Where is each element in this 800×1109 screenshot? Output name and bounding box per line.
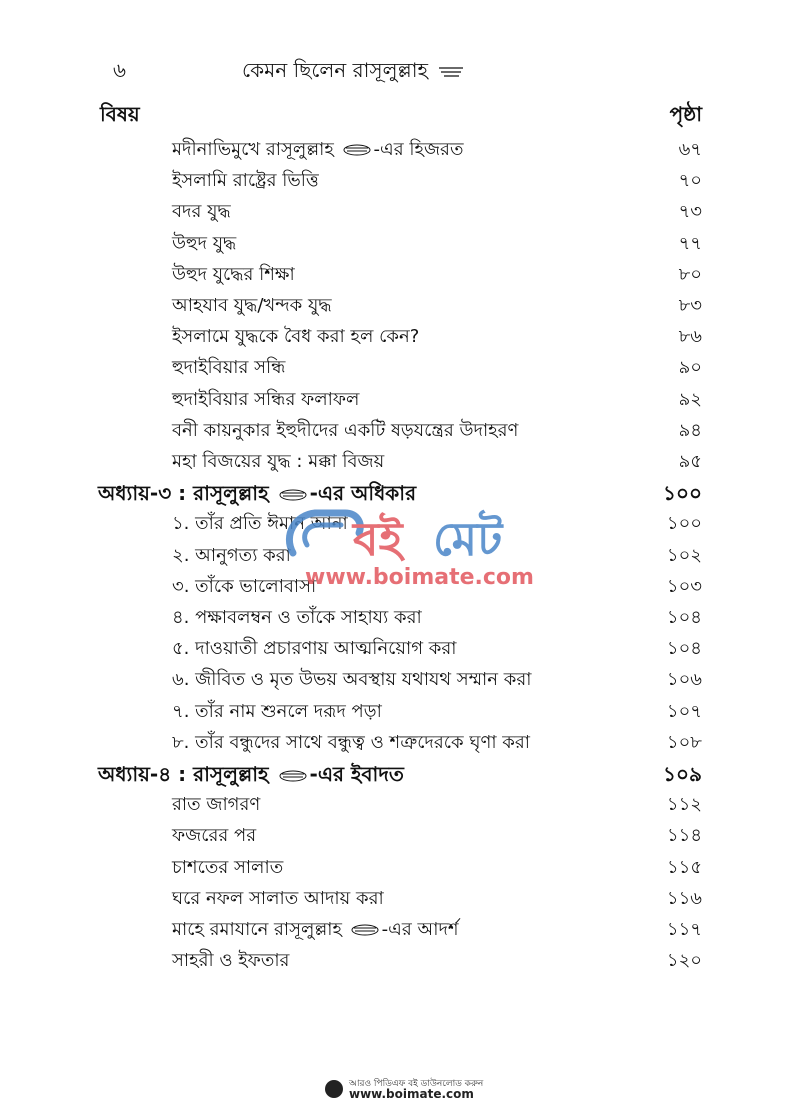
toc-page-number: ১০৭ bbox=[666, 700, 702, 722]
toc-page-number: ১১৭ bbox=[666, 919, 702, 940]
toc-entry-title-text: ৩. তাঁকে ভালোবাসা bbox=[172, 575, 317, 597]
toc-entry-title bbox=[172, 197, 231, 227]
toc-page-number: ১০৪ bbox=[666, 607, 702, 628]
toc-entry-title-text: ঘরে নফল সালাত আদায় করা bbox=[172, 887, 384, 909]
download-hand-icon bbox=[325, 1080, 343, 1098]
toc-entry-row bbox=[0, 135, 800, 165]
toc-page-number: ৮৬ bbox=[678, 326, 702, 348]
salawat-calligraphy-icon bbox=[350, 922, 380, 938]
toc-entry-title bbox=[172, 665, 531, 695]
toc-entry-title-text: ৫. দাওয়াতী প্রচারণায় আত্মনিয়োগ করা bbox=[172, 638, 457, 660]
toc-entry-title-text: ৭. তাঁর নাম শুনলে দরূদ পড়া bbox=[172, 700, 382, 722]
toc-page-number: ১০৬ bbox=[666, 669, 702, 691]
footer-download-text: আরও পিডিএফ বই ডাউনলোড করুন bbox=[349, 1079, 484, 1089]
toc-page-number: ১২০ bbox=[666, 950, 702, 972]
toc-entry-title bbox=[98, 478, 416, 508]
toc-page-number: ১০৯ bbox=[663, 762, 702, 786]
toc-page-number: ১০৩ bbox=[666, 575, 702, 597]
toc-entry-title-suffix: -এর আদর্শ bbox=[381, 919, 459, 940]
toc-entry-title bbox=[172, 790, 260, 820]
page-header bbox=[0, 56, 800, 90]
toc-entry-title-text: মদীনাভিমুখে রাসূলুল্লাহ bbox=[172, 139, 340, 160]
toc-chapter-row bbox=[0, 478, 800, 508]
toc-entry-title bbox=[172, 385, 359, 415]
toc-page-number: ৯৫ bbox=[678, 451, 702, 472]
toc-page-number: ১০২ bbox=[666, 544, 702, 566]
toc-entry-title-text: ১. তাঁর প্রতি ঈমান আনা bbox=[172, 513, 348, 535]
toc-entry-title-text: চাশতের সালাত bbox=[172, 856, 284, 878]
toc-entry-title bbox=[172, 541, 291, 571]
toc-entry-title bbox=[172, 634, 456, 664]
salawat-calligraphy-icon bbox=[436, 64, 466, 80]
toc-entry-row bbox=[0, 946, 800, 976]
toc-entry-row bbox=[0, 291, 800, 321]
toc-entry-row bbox=[0, 229, 800, 259]
toc-page-number: ১০৪ bbox=[666, 638, 702, 660]
toc-entry-title-text: রাত জাগরণ bbox=[172, 794, 261, 816]
toc-entry-title-text: হুদাইবিয়ার সন্ধি bbox=[172, 357, 286, 379]
toc-entry-title bbox=[172, 353, 285, 383]
toc-entry-title-text: ফজরের পর bbox=[172, 825, 257, 847]
column-heading-page: পৃষ্ঠা bbox=[669, 102, 702, 126]
toc-entry-title bbox=[172, 229, 236, 259]
toc-entry-row bbox=[0, 447, 800, 477]
toc-entry-row bbox=[0, 385, 800, 415]
toc-entry-title-text: হুদাইবিয়ার সন্ধির ফলাফল bbox=[172, 388, 360, 410]
toc-entry-title-text: মহা বিজয়ের যুদ্ধ : মক্কা বিজয় bbox=[172, 451, 385, 472]
toc-entry-title bbox=[172, 884, 384, 914]
toc-entry-title bbox=[98, 759, 404, 789]
toc-entry-title-text: বদর যুদ্ধ bbox=[172, 201, 231, 223]
toc-entry-title-text: আহযাব যুদ্ধ/খন্দক যুদ্ধ bbox=[172, 295, 332, 316]
toc-entry-row bbox=[0, 260, 800, 290]
toc-entry-title-suffix: -এর হিজরত bbox=[373, 139, 464, 160]
salawat-calligraphy-icon bbox=[278, 487, 308, 503]
toc-entry-title-text: অধ্যায়-৪ : রাসূলুল্লাহ bbox=[98, 762, 276, 786]
toc-entry-row bbox=[0, 697, 800, 727]
toc-entry-title-text: ৪. পক্ষাবলম্বন ও তাঁকে সাহায্য করা bbox=[172, 607, 422, 628]
toc-entry-row bbox=[0, 416, 800, 446]
toc-page-number: ৮৩ bbox=[678, 295, 702, 316]
toc-entry-title-text: ৮. তাঁর বন্ধুদের সাথে বন্ধুত্ব ও শত্রুদেরকে ঘৃণা করা bbox=[172, 731, 530, 753]
toc-entry-title-text: সাহরী ও ইফতার bbox=[172, 950, 290, 972]
toc-page-number: ৭০ bbox=[678, 170, 702, 192]
toc-entry-row bbox=[0, 821, 800, 851]
toc-entry-title-text: উহুদ যুদ্ধের শিক্ষা bbox=[172, 263, 295, 285]
toc-entry-title bbox=[172, 946, 289, 976]
toc-entry-title-text: অধ্যায়-৩ : রাসূলুল্লাহ bbox=[98, 481, 276, 506]
toc-page-number: ৯০ bbox=[678, 357, 702, 379]
toc-entry-title bbox=[172, 728, 530, 758]
toc-entry-row bbox=[0, 322, 800, 352]
toc-entry-row bbox=[0, 915, 800, 945]
toc-entry-title bbox=[172, 291, 332, 321]
toc-entry-title bbox=[172, 821, 256, 851]
toc-entry-title bbox=[172, 447, 384, 477]
toc-entry-row bbox=[0, 166, 800, 196]
footer-url-link[interactable]: www.boimate.com bbox=[349, 1087, 474, 1101]
toc-entry-title bbox=[172, 135, 463, 165]
toc-page-number: ১১২ bbox=[666, 794, 702, 816]
toc-page-number: ১১৪ bbox=[666, 825, 702, 847]
toc-entry-title-text: বনী কায়নুকার ইহুদীদের একটি ষড়যন্ত্রের উদাহরণ bbox=[172, 419, 519, 441]
toc-page-number: ৯৪ bbox=[678, 419, 702, 441]
svg-text:বই: বই bbox=[353, 512, 403, 566]
toc-entry-title bbox=[172, 166, 319, 196]
toc-entry-title-suffix: -এর ইবাদত bbox=[309, 762, 404, 786]
toc-entry-title bbox=[172, 915, 459, 945]
toc-entry-title-text: ২. আনুগত্য করা bbox=[172, 544, 291, 566]
toc-entry-title-suffix: -এর অধিকার bbox=[309, 481, 417, 506]
toc-page-number: ৭৩ bbox=[678, 201, 702, 223]
toc-entry-title bbox=[172, 697, 382, 727]
svg-text:মেট: মেট bbox=[433, 512, 503, 566]
toc-chapter-row bbox=[0, 759, 800, 789]
toc-page-number: ১১৬ bbox=[666, 887, 702, 909]
salawat-calligraphy-icon bbox=[278, 768, 308, 784]
toc-entry-title-text: ইসলামি রাষ্ট্রের ভিত্তি bbox=[172, 170, 319, 192]
toc-entry-title-text: মাহে রমাযানে রাসূলুল্লাহ bbox=[172, 919, 348, 940]
toc-page-number: ১০৮ bbox=[666, 731, 702, 753]
column-heading-subject: বিষয় bbox=[100, 102, 140, 126]
salawat-calligraphy-icon bbox=[342, 142, 372, 158]
toc-entry-title-text: ৬. জীবিত ও মৃত উভয় অবস্থায় যথাযথ সম্মান করা bbox=[172, 669, 532, 691]
toc-entry-row bbox=[0, 790, 800, 820]
toc-entry-title bbox=[172, 322, 419, 352]
toc-entry-row bbox=[0, 853, 800, 883]
toc-entry-row bbox=[0, 509, 800, 539]
toc-entry-row bbox=[0, 634, 800, 664]
toc-entry-row bbox=[0, 572, 800, 602]
toc-page-number: ৬৭ bbox=[678, 139, 702, 160]
toc-entry-row bbox=[0, 197, 800, 227]
toc-entry-title bbox=[172, 572, 316, 602]
toc-page-number: ৮০ bbox=[678, 263, 702, 285]
toc-page-number: ৭৭ bbox=[678, 232, 702, 254]
toc-page-number: ৯২ bbox=[678, 388, 702, 410]
page-number: ৬ bbox=[113, 58, 127, 82]
running-title bbox=[242, 56, 468, 89]
toc-entry-title bbox=[172, 853, 283, 883]
toc-entry-row bbox=[0, 541, 800, 571]
watermark-url: www.boimate.com bbox=[305, 565, 534, 590]
toc-page-number: ১০০ bbox=[663, 481, 702, 506]
toc-page-number: ১১৫ bbox=[666, 856, 702, 878]
toc-entry-title bbox=[172, 509, 348, 539]
toc-entry-title-text: ইসলামে যুদ্ধকে বৈধ করা হল কেন? bbox=[172, 326, 420, 348]
toc-entry-row bbox=[0, 728, 800, 758]
toc-entry-row bbox=[0, 353, 800, 383]
footer-download-banner[interactable] bbox=[325, 1076, 495, 1104]
toc-page-number: ১০০ bbox=[666, 513, 702, 535]
toc-entry-title bbox=[172, 416, 518, 446]
toc-entry-row bbox=[0, 603, 800, 633]
toc-entry-title bbox=[172, 603, 422, 633]
toc-entry-row bbox=[0, 884, 800, 914]
toc-entry-title-text: উহুদ যুদ্ধ bbox=[172, 232, 237, 254]
toc-entry-row bbox=[0, 665, 800, 695]
running-title-text: কেমন ছিলেন রাসূলুল্লাহ bbox=[242, 58, 429, 82]
toc-entry-title bbox=[172, 260, 295, 290]
